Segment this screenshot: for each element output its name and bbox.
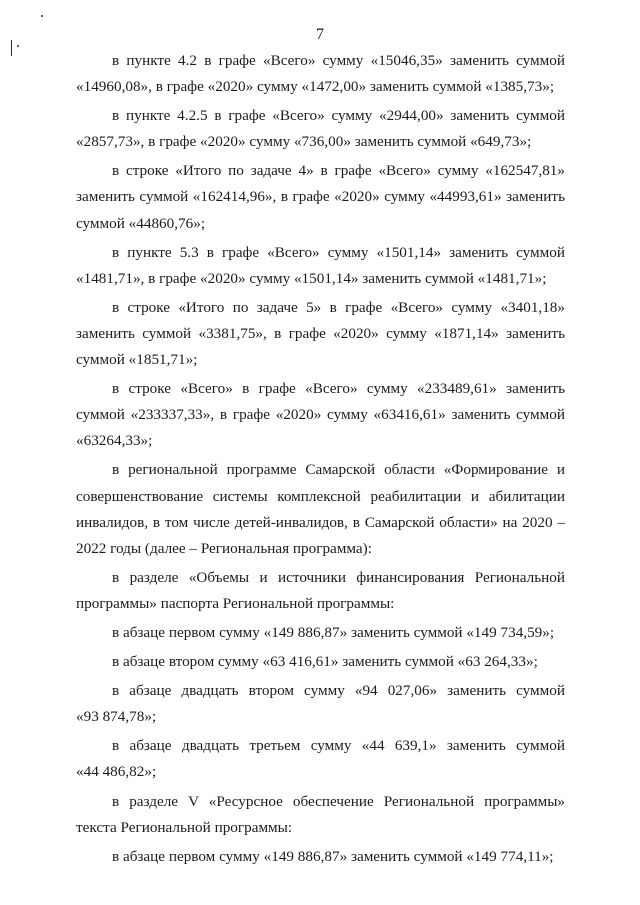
paragraph-line: суммой «44860,76»; <box>76 214 206 232</box>
paragraph-line: в абзаце втором сумму «63 416,61» заменить суммой «63 264,33»; <box>112 653 538 671</box>
paragraph-line: в строке «Итого по задаче 4» в графе «Всего» сумму «162547,81» <box>112 162 565 180</box>
paragraph-line: заменить суммой «3381,75», в графе «2020» сумму «1871,14» заменить <box>76 324 565 342</box>
paragraph-line: в абзаце двадцать третьем сумму «44 639,1» заменить суммой <box>112 737 565 755</box>
page-number: 7 <box>316 26 324 43</box>
paragraph <box>76 649 565 675</box>
paragraph <box>76 376 565 454</box>
paragraph-line: совершенствование системы комплексной реабилитации и абилитации <box>76 487 565 505</box>
paragraph <box>76 844 565 870</box>
paragraph-line: в региональной программе Самарской области «Формирование и <box>112 461 565 479</box>
paragraph-line: заменить суммой «162414,96», в графе «2020» сумму «44993,61» заменить <box>76 188 565 206</box>
paragraph-line: в строке «Итого по задаче 5» в графе «Всего» сумму «3401,18» <box>112 298 565 316</box>
paragraph-line: в пункте 4.2.5 в графе «Всего» сумму «2944,00» заменить суммой <box>112 107 565 125</box>
paragraph <box>76 103 565 155</box>
paragraph <box>76 48 565 100</box>
paragraph-line: в абзаце двадцать втором сумму «94 027,06» заменить суммой <box>112 682 565 700</box>
paragraph <box>76 565 565 617</box>
paragraph <box>76 457 565 561</box>
paragraph-line: 2022 годы (далее – Региональная программа): <box>76 539 372 557</box>
paragraph <box>76 733 565 785</box>
margin-mark-dot <box>41 15 43 17</box>
paragraph <box>76 620 565 646</box>
paragraph-line: «1481,71», в графе «2020» сумму «1501,14» заменить суммой «1481,71»; <box>76 269 547 287</box>
paragraph-line: суммой «233337,33», в графе «2020» сумму «63416,61» заменить суммой <box>76 406 565 424</box>
paragraph <box>76 295 565 373</box>
paragraph <box>76 240 565 292</box>
document-body <box>76 48 565 870</box>
paragraph-line: в абзаце первом сумму «149 886,87» заменить суммой «149 774,11»; <box>112 847 554 865</box>
paragraph-line: в пункте 4.2 в графе «Всего» сумму «15046,35» заменить суммой <box>112 52 565 69</box>
paragraph-line: инвалидов, в том числе детей-инвалидов, в Самарской области» на 2020 – <box>76 513 565 531</box>
paragraph-line: «93 874,78»; <box>76 708 157 726</box>
paragraph-line: программы» паспорта Региональной программы: <box>76 594 395 612</box>
paragraph-line: суммой «1851,71»; <box>76 351 198 369</box>
paragraph-line: в абзаце первом сумму «149 886,87» заменить суммой «149 734,59»; <box>112 623 555 641</box>
margin-mark-dot <box>17 45 19 47</box>
paragraph <box>76 789 565 841</box>
paragraph-line: «14960,08», в графе «2020» сумму «1472,00» заменить суммой «1385,73»; <box>76 78 555 96</box>
paragraph-line: в строке «Всего» в графе «Всего» сумму «233489,61» заменить <box>112 380 565 398</box>
paragraph <box>76 158 565 236</box>
paragraph-line: текста Региональной программы: <box>76 818 293 836</box>
paragraph-line: «63264,33»; <box>76 432 153 450</box>
paragraph <box>76 678 565 730</box>
paragraph-line: «2857,73», в графе «2020» сумму «736,00» заменить суммой «649,73»; <box>76 133 532 151</box>
paragraph-line: в разделе V «Ресурсное обеспечение Региональной программы» <box>112 792 565 810</box>
paragraph-line: «44 486,82»; <box>76 763 157 781</box>
paragraph-line: в разделе «Объемы и источники финансирования Региональной <box>112 568 565 586</box>
paragraph-line: в пункте 5.3 в графе «Всего» сумму «1501,14» заменить суммой <box>112 243 565 261</box>
